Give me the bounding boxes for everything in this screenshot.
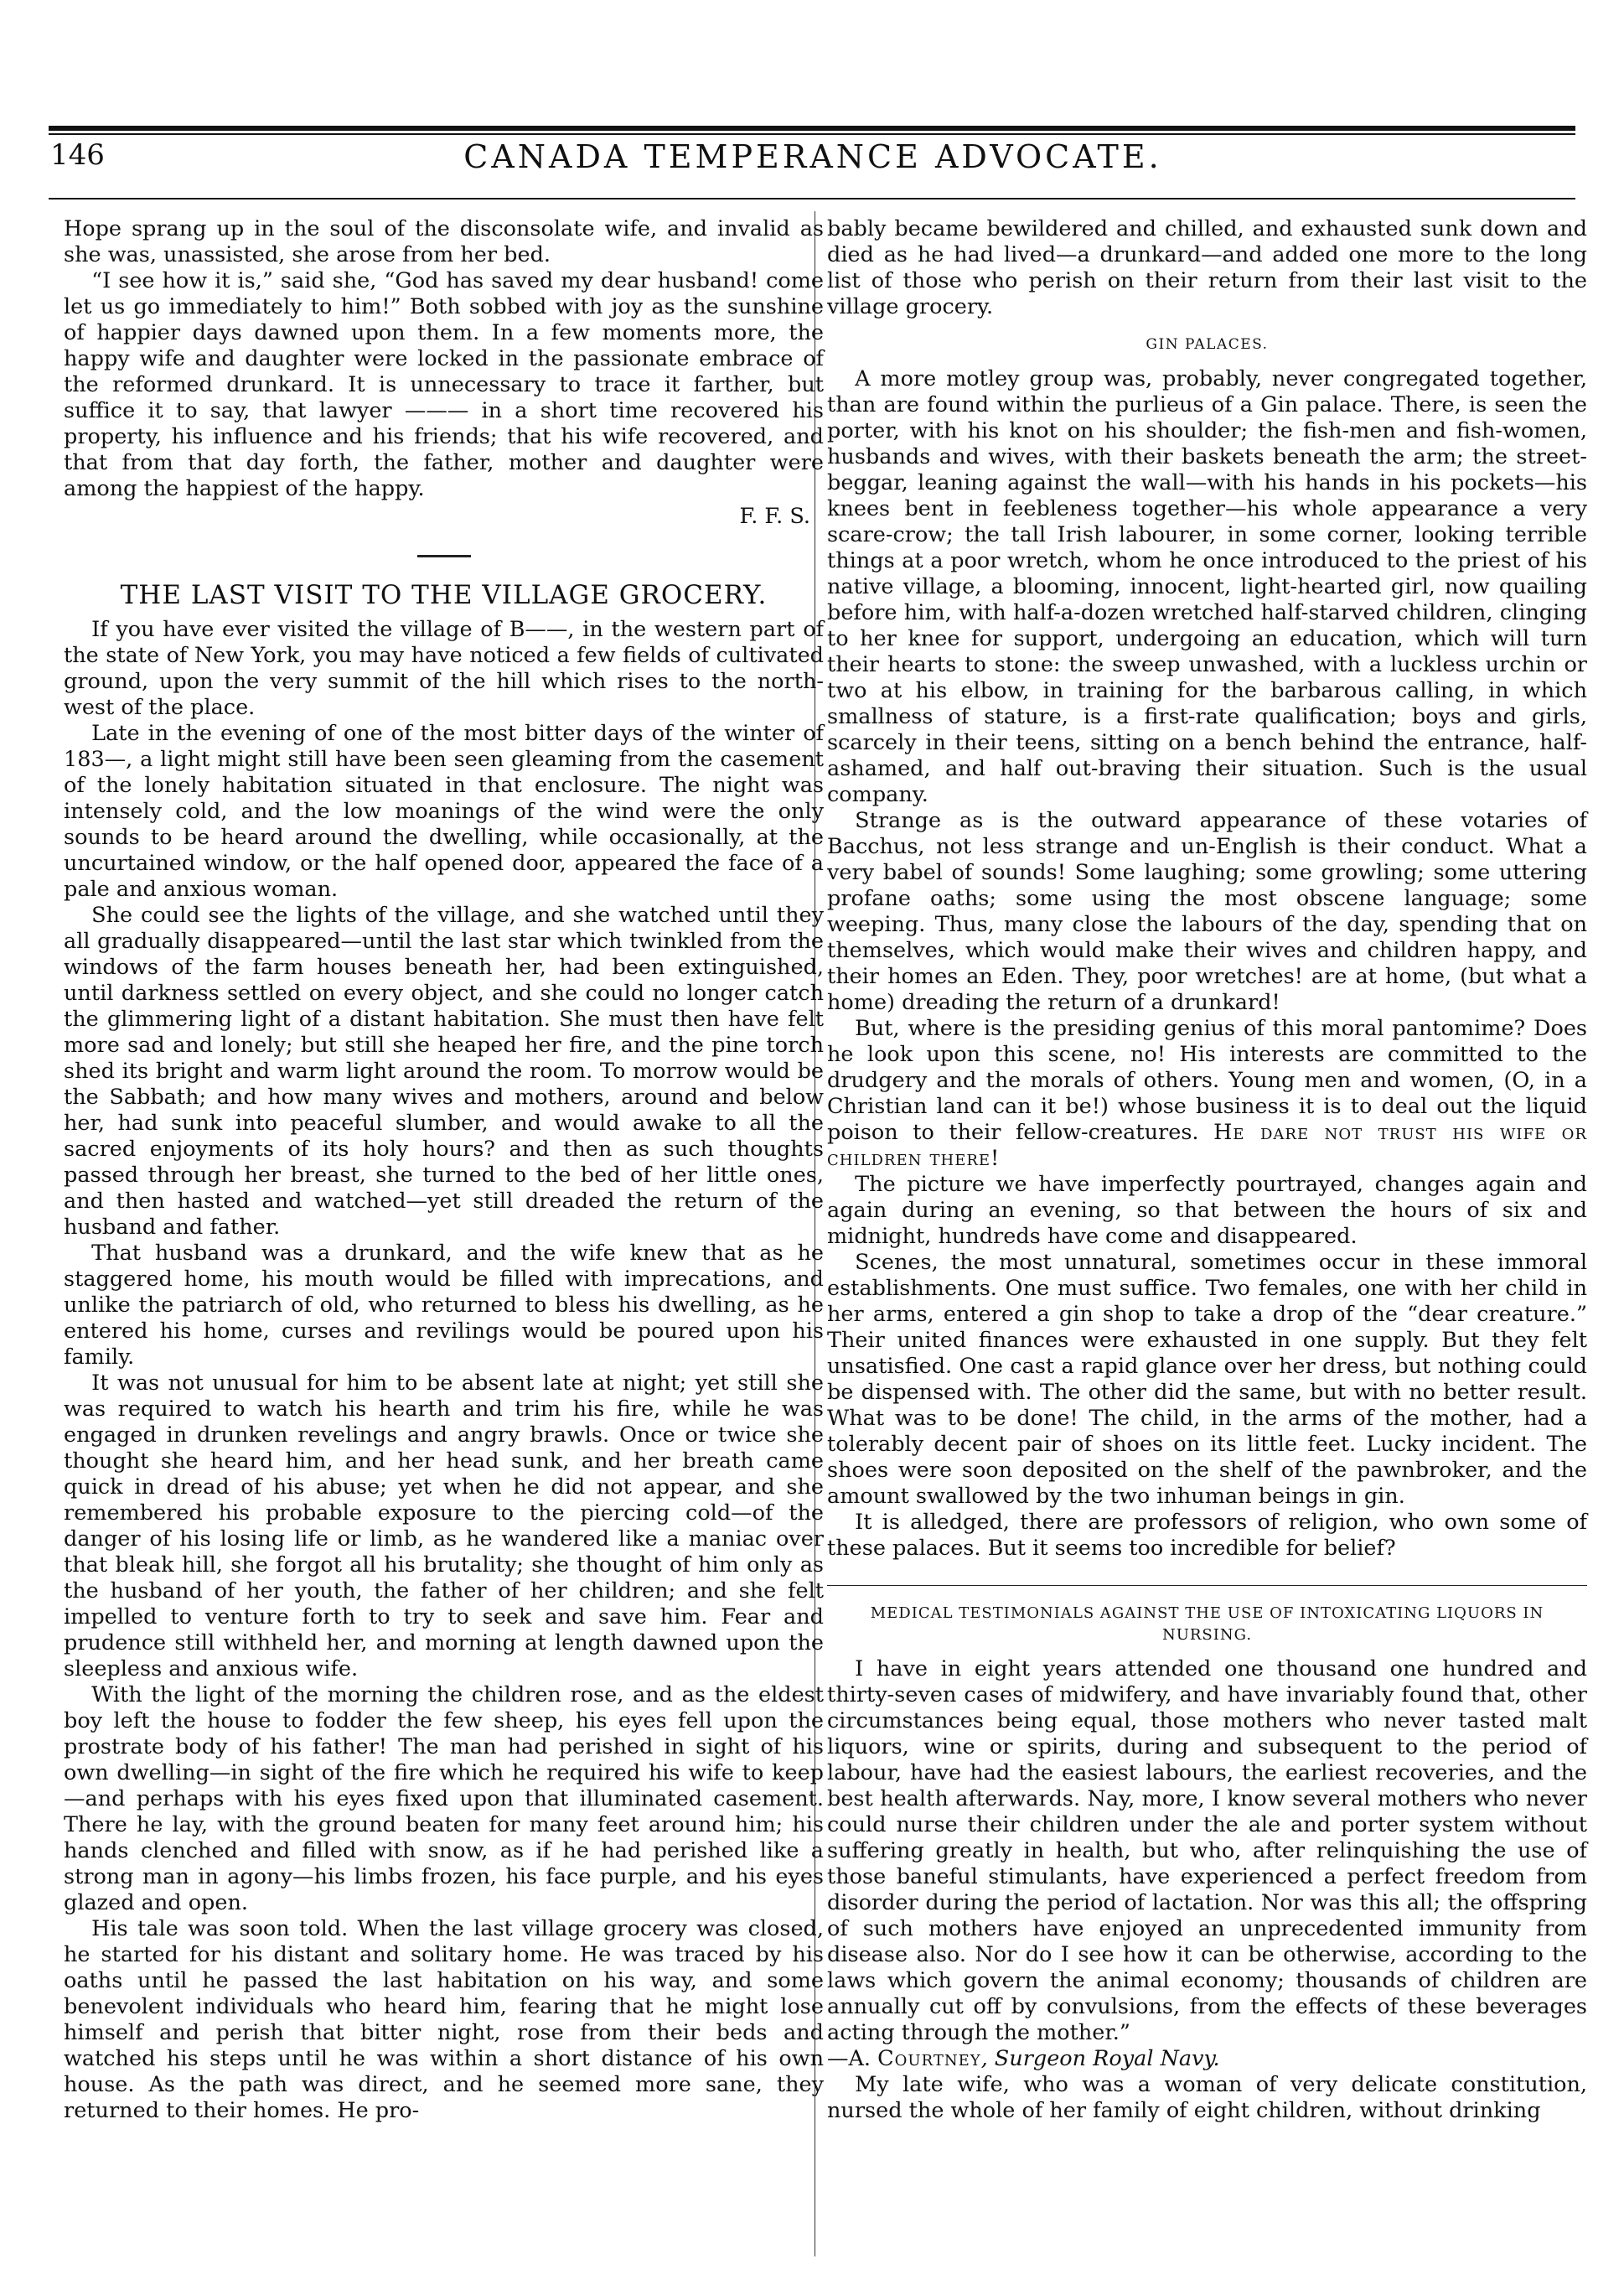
section-rule [827,1585,1587,1586]
header-rule [49,198,1575,199]
article-paragraph: It is alledged, there are professors of religion, who own some of these palaces. But it seems too incredible for belief? [827,1510,1587,1561]
left-column [64,216,824,2124]
top-rule [49,126,1575,131]
top-rule-thin [49,133,1575,135]
article-paragraph: With the light of the morning the children rose, and as the eldest boy left the house to fodder the few sheep, his eyes fell upon the prostrate body of his father! The man had perished in sight of his own dwelling—in sight of the fire which he required his wife to keep—and perhaps with his eyes fixed upon that illuminated casement. There he lay, with the ground beaten for many feet around him; his hands clenched and filled with snow, as if he had perished like a strong man in agony—his limbs frozen, his face purple, and his eyes glazed and open. [64,1682,824,1915]
article-paragraph: That husband was a drunkard, and the wife knew that as he staggered home, his mouth would be filled with imprecations, and unlike the patriarch of old, who returned to bless his dwelling, as he entered his home, curses and revilings would be poured upon his family. [64,1241,824,1370]
attribution-name: Courtney [877,2046,981,2071]
section-heading-gin-palaces: GIN PALACES. [1146,336,1269,353]
section-heading-medical-testimonials: MEDICAL TESTIMONIALS AGAINST THE USE OF INTOXICATING LIQUORS IN NURSING. [870,1604,1544,1644]
signature: F. F. S. [739,504,810,529]
article-paragraph: His tale was soon told. When the last village grocery was closed, he started for his distant and solitary home. He was traced by his oaths until he passed the last habitation on his way, and some benevolent individuals who heard him, fearing that he might lose himself and perish that bitter night, rose from their beds and watched his steps until he was within a short distance of his own house. As the path was direct, and he seemed more sane, they returned to their homes. He pro- [64,1916,824,2123]
right-column [827,216,1587,2124]
article-paragraph: If you have ever visited the village of B——, in the western part of the state of New York, you may have noticed a few fields of cultivated ground, upon the very summit of the hill which rises to the north-west of the place. [64,617,824,720]
continued-paragraph: Hope sprang up in the soul of the disconsolate wife, and invalid as she was, unassisted, she arose from her bed. [64,216,824,267]
attribution-prefix: —A. [827,2046,878,2071]
attribution [827,2046,1587,2072]
small-caps-emphasis: He dare not trust his wife or children there! [827,1120,1587,1171]
continued-paragraph: “I see how it is,” said she, “God has saved my dear husband! come let us go immediately to him!” Both sobbed with joy as the sunshine of happier days dawned upon them. In a few moments more, the happy wife and daughter were locked in the passionate embrace of the reformed drunkard. It is unnecessary to trace it farther, but suffice it to say, that lawyer ——— in a short time recovered his property, his influence and his friends; that his wife recovered, and that from that day forth, the father, mother and daughter were among the happiest of the happy. [64,268,824,501]
page-number: 146 [50,138,105,172]
masthead-title: CANADA TEMPERANCE ADVOCATE. [463,138,1162,175]
continued-paragraph: bably became bewildered and chilled, and exhausted sunk down and died as he had lived—a drunkard—and added one more to the long list of those who perish on their return from their last visit to the village grocery. [827,216,1587,319]
article-title: THE LAST VISIT TO THE VILLAGE GROCERY. [120,580,768,610]
paragraph-text: But, where is the presiding genius of this moral pantomime? Does he look upon this scene, no! His interests are committed to the drudgery and the morals of others. Young men and women, (O, in a Christian land can it be!) whose business it is to deal out the liquid poison to their fellow-creatures. [827,1016,1587,1145]
article-paragraph: She could see the lights of the village, and she watched until they all gradually disappeared—until the last star which twinkled from the windows of the farm houses beneath her, had been extinguished, until darkness settled on every object, and she could no longer catch the glimmering light of a distant habitation. She must then have felt more sad and lonely; but still she heaped her fire, and the pine torch shed its bright and warm light around the room. To morrow would be the Sabbath; and how many wives and mothers, around and below her, had sunk into peaceful slumber, and would awake to all the sacred enjoyments of its holy hours? and then as such thoughts passed through her breast, she turned to the bed of her little ones, and then hasted and watched—yet still dreaded the return of the husband and father. [64,903,824,1240]
article-paragraph: My late wife, who was a woman of very delicate constitution, nursed the whole of her family of eight children, without drinking [827,2072,1587,2123]
article-paragraph: It was not unusual for him to be absent late at night; yet still she was required to watch his hearth and trim his fire, while he was engaged in drunken revelings and angry brawls. Once or twice she thought she heard him, and her head sunk, and her breath came quick in dread of his abuse; yet when he did not appear, and she remembered his probable exposure to the piercing cold—of the danger of his losing life or limb, as he wandered like a maniac over that bleak hill, she forgot all his brutality; she thought of him only as the husband of her youth, the father of her children; and she felt impelled to venture forth to try to seek and save him. Fear and prudence still withheld her, and morning at length dawned upon the sleepless and anxious wife. [64,1370,824,1681]
attribution-title: , Surgeon Royal Navy. [980,2046,1220,2071]
article-paragraph: I have in eight years attended one thousand one hundred and thirty-seven cases of midwifery, and have invariably found that, other circumstances being equal, those mothers who never tasted malt liquors, wine or spirits, during and subsequent to the period of labour, have had the easiest labours, the earliest recoveries, and the best health afterwards. Nay, more, I know several mothers who never could nurse their children under the ale and porter system without suffering greatly in health, but who, after relinquishing the use of those baneful stimulants, have experienced a perfect freedom from disorder during the period of lactation. Nor was this all; the offspring of such mothers have enjoyed an unprecedented immunity from disease also. Nor do I see how it can be otherwise, according to the laws which govern the animal economy; thousands of children are annually cut off by convulsions, from the effects of these beverages acting through the mother.” [827,1656,1587,2045]
article-paragraph [827,1016,1587,1172]
article-paragraph: The picture we have imperfectly pourtrayed, changes again and again during an evening, so that between the hours of six and midnight, hundreds have come and disappeared. [827,1172,1587,1249]
article-paragraph: A more motley group was, probably, never congregated together, than are found within the purlieus of a Gin palace. There, is seen the porter, with his knot on his shoulder; the fish-men and fish-women, husbands and wives, with their baskets beneath the arm; the street-beggar, leaning against the wall—with his hands in his pockets—his knees bent in feebleness together—his whole appearance a very scare-crow; the tall Irish labourer, in some corner, looking terrible things at a poor wretch, whom he once introduced to the priest of his native village, a blooming, innocent, light-hearted girl, now quailing before him, with half-a-dozen wretched half-starved children, clinging to her knee for support, undergoing an education, which will turn their hearts to stone: the sweep unwashed, with a luckless urchin or two at his elbow, in training for the barbarous calling, in which smallness of stature, is a first-rate qualification; boys and girls, scarcely in their teens, sitting on a bench behind the entrance, half-ashamed, and half out-braving their situation. Such is the usual company. [827,366,1587,807]
page-header [50,138,1575,180]
section-rule [417,555,471,557]
article-paragraph: Late in the evening of one of the most bitter days of the winter of 183—, a light might still have been seen gleaming from the casement of the lonely habitation situated in that enclosure. The night was intensely cold, and the low moanings of the wind were the only sounds to be heard around the dwelling, while occasionally, at the uncurtained window, or the half opened door, appeared the face of a pale and anxious woman. [64,721,824,902]
article-paragraph: Strange as is the outward appearance of these votaries of Bacchus, not less strange and un-English is their conduct. What a very babel of sounds! Some laughing; some growling; some uttering profane oaths; some using the most obscene language; some weeping. Thus, many close the labours of the day, spending that on themselves, which would make their wives and children happy, and their homes an Eden. They, poor wretches! are at home, (but what a home) dreading the return of a drunkard! [827,808,1587,1015]
article-paragraph: Scenes, the most unnatural, sometimes occur in these immoral establishments. One must suffice. Two females, one with her child in her arms, entered a gin shop to take a drop of the “dear creature.” Their united finances were exhausted in one supply. But they felt unsatisfied. One cast a rapid glance over her dress, but nothing could be dispensed with. The other did the same, but with no better result. What was to be done! The child, in the arms of the mother, had a tolerably decent pair of shoes on its little feet. Lucky incident. The shoes were soon deposited on the shelf of the pawnbroker, and the amount swallowed by the two inhuman beings in gin. [827,1250,1587,1509]
